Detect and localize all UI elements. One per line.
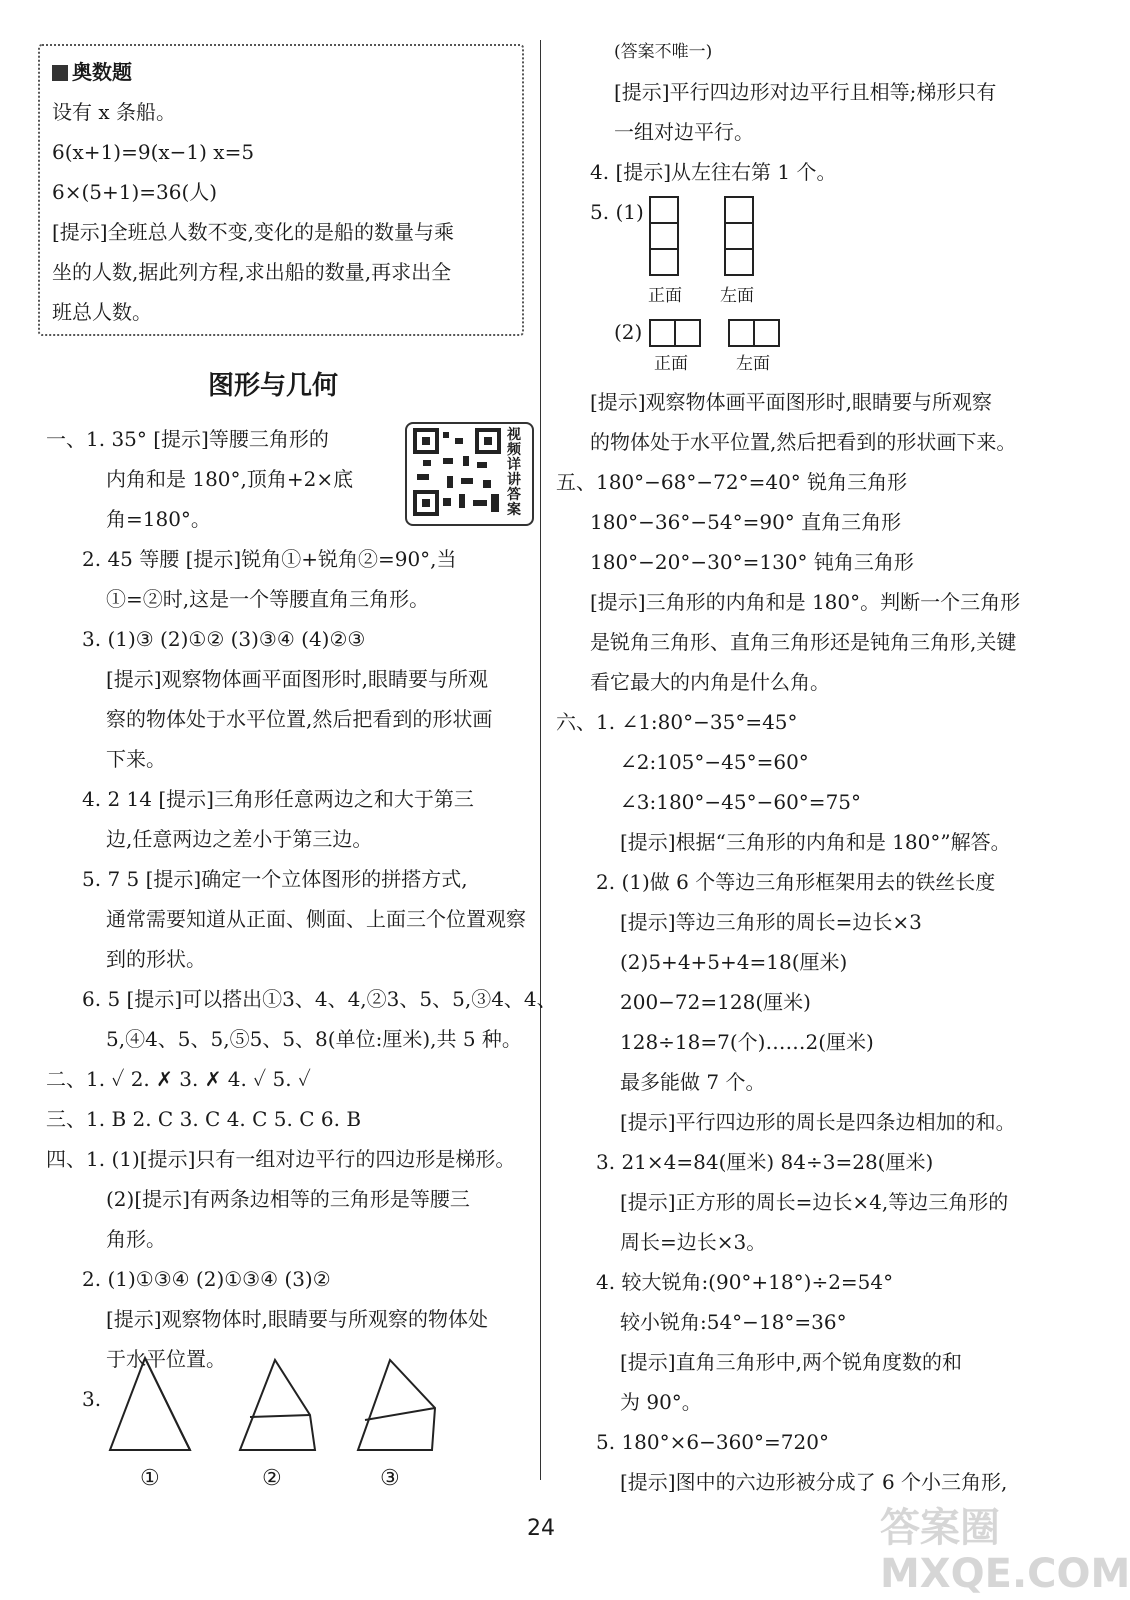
pyramid-figure-3 xyxy=(358,1360,435,1450)
view-left-1 xyxy=(725,197,753,275)
answer-line: 128÷18=7(个)……2(厘米) xyxy=(620,1030,874,1054)
answer-line: [提示]等边三角形的周长=边长×3 xyxy=(620,910,922,934)
answer-line: 最多能做 7 个。 xyxy=(620,1070,766,1094)
answer-line: 六、1. ∠1:80°−35°=45° xyxy=(556,710,798,734)
view-label: 正面 xyxy=(654,354,688,374)
answer-line: 4. 2 14 [提示]三角形任意两边之和大于第三 xyxy=(82,787,474,811)
answer-line: 5. (1) xyxy=(590,200,644,224)
answer-line: [提示]观察物体画平面图形时,眼睛要与所观察 xyxy=(590,390,992,414)
page-number: 24 xyxy=(527,1516,555,1541)
figure-label: ③ xyxy=(380,1466,400,1491)
qr-icon xyxy=(413,428,503,518)
box-line: 坐的人数,据此列方程,求出船的数量,再求出全 xyxy=(52,260,452,284)
answer-line: 2. 45 等腰 [提示]锐角①+锐角②=90°,当 xyxy=(82,547,457,571)
pyramid-figures xyxy=(100,1350,540,1460)
answer-line: ①=②时,这是一个等腰直角三角形。 xyxy=(106,587,430,611)
answer-line: 察的物体处于水平位置,然后把看到的形状画 xyxy=(106,707,493,731)
view-left-2 xyxy=(729,320,779,346)
answer-line: ∠2:105°−45°=60° xyxy=(620,750,809,774)
answer-line: 4. 较大锐角:(90°+18°)÷2=54° xyxy=(596,1270,894,1294)
answer-line: 四、1. (1)[提示]只有一组对边平行的四边形是梯形。 xyxy=(46,1147,516,1171)
answer-line: 下来。 xyxy=(106,747,166,771)
answer-line: 200−72=128(厘米) xyxy=(620,990,811,1014)
answer-line: ∠3:180°−45°−60°=75° xyxy=(620,790,862,814)
answer-line: [提示]平行四边形对边平行且相等;梯形只有 xyxy=(614,80,997,104)
answer-line: 为 90°。 xyxy=(620,1390,702,1414)
answer-line: 5. 180°×6−360°=720° xyxy=(596,1430,829,1454)
answer-line: 3. xyxy=(82,1387,102,1411)
answer-line: [提示]三角形的内角和是 180°。判断一个三角形 xyxy=(590,590,1021,614)
answer-line: 是锐角三角形、直角三角形还是钝角三角形,关键 xyxy=(590,630,1017,654)
box-icon xyxy=(52,65,68,81)
answer-line: [提示]观察物体画平面图形时,眼睛要与所观 xyxy=(106,667,488,691)
box-line: 设有 x 条船。 xyxy=(52,100,176,124)
qr-label: 视频详讲答案 xyxy=(507,427,521,518)
answer-line: 5,④4、5、5,⑤5、5、8(单位:厘米),共 5 种。 xyxy=(106,1027,522,1051)
answer-line: 周长=边长×3。 xyxy=(620,1230,767,1254)
pyramid-figure-1 xyxy=(110,1358,190,1450)
answer-line: 看它最大的内角是什么角。 xyxy=(590,670,830,694)
figure-label: ② xyxy=(262,1466,282,1491)
box-line: 6(x+1)=9(x−1) x=5 xyxy=(52,140,255,164)
column-divider xyxy=(540,40,541,1480)
view-label: 正面 xyxy=(648,286,682,306)
box-line: 班总人数。 xyxy=(52,300,152,324)
answer-line: 于水平位置。 xyxy=(106,1347,226,1371)
answer-line: [提示]图中的六边形被分成了 6 个小三角形, xyxy=(620,1470,1008,1494)
view-label: 左面 xyxy=(720,286,754,306)
answer-line: 180°−20°−30°=130° 钝角三角形 xyxy=(590,550,914,574)
answer-line: 一组对边平行。 xyxy=(614,120,754,144)
pyramid-figure-2 xyxy=(240,1360,315,1450)
answer-line: 三、1. B 2. C 3. C 4. C 5. C 6. B xyxy=(46,1107,362,1131)
answer-line: 5. 7 5 [提示]确定一个立体图形的拼搭方式, xyxy=(82,867,468,891)
answer-line: 内角和是 180°,顶角+2×底 xyxy=(106,467,354,491)
answer-line: [提示]平行四边形的周长是四条边相加的和。 xyxy=(620,1110,1016,1134)
answer-line: (2)5+4+5+4=18(厘米) xyxy=(620,950,848,974)
answer-line: 角=180°。 xyxy=(106,507,211,531)
section-title: 图形与几何 xyxy=(208,371,339,401)
answer-line: 二、1. ✓ 2. ✗ 3. ✗ 4. ✓ 5. ✓ xyxy=(46,1067,311,1091)
figure-label: ① xyxy=(140,1466,160,1491)
view-front-1 xyxy=(650,197,678,275)
answer-line: (2) xyxy=(614,320,643,344)
answer-line: 3. (1)③ (2)①② (3)③④ (4)②③ xyxy=(82,627,366,651)
answer-line: 到的形状。 xyxy=(106,947,206,971)
answer-line: 6. 5 [提示]可以搭出①3、4、4,②3、5、5,③4、4、 xyxy=(82,987,557,1011)
answer-line: [提示]直角三角形中,两个锐角度数的和 xyxy=(620,1350,962,1374)
answer-line: 2. (1)做 6 个等边三角形框架用去的铁丝长度 xyxy=(596,870,996,894)
answer-line: 2. (1)①③④ (2)①③④ (3)② xyxy=(82,1267,331,1291)
watermark: 答案圈 MXQE.COM xyxy=(880,1505,1130,1597)
view-label: 左面 xyxy=(736,354,770,374)
answer-line: (答案不唯一) xyxy=(614,42,713,62)
answer-line: [提示]正方形的周长=边长×4,等边三角形的 xyxy=(620,1190,1009,1214)
answer-line: [提示]根据“三角形的内角和是 180°”解答。 xyxy=(620,830,1011,854)
answer-line: 的物体处于水平位置,然后把看到的形状画下来。 xyxy=(590,430,1017,454)
view-front-2 xyxy=(650,320,700,346)
qr-code[interactable] xyxy=(405,422,534,526)
olympiad-header: 奥数题 xyxy=(52,58,132,86)
answer-line: 一、1. 35° [提示]等腰三角形的 xyxy=(46,427,329,451)
answer-line: 较小锐角:54°−18°=36° xyxy=(620,1310,847,1334)
answer-line: 五、180°−68°−72°=40° 锐角三角形 xyxy=(556,470,908,494)
answer-line: 4. [提示]从左往右第 1 个。 xyxy=(590,160,837,184)
answer-line: (2)[提示]有两条边相等的三角形是等腰三 xyxy=(106,1187,470,1211)
answer-line: 边,任意两边之差小于第三边。 xyxy=(106,827,373,851)
answer-line: 180°−36°−54°=90° 直角三角形 xyxy=(590,510,902,534)
box-line: [提示]全班总人数不变,变化的是船的数量与乘 xyxy=(52,220,454,244)
answer-line: 角形。 xyxy=(106,1227,166,1251)
box-line: 6×(5+1)=36(人) xyxy=(52,180,218,204)
answer-line: 3. 21×4=84(厘米) 84÷3=28(厘米) xyxy=(596,1150,934,1174)
answer-line: [提示]观察物体时,眼睛要与所观察的物体处 xyxy=(106,1307,488,1331)
answer-line: 通常需要知道从正面、侧面、上面三个位置观察 xyxy=(106,907,526,931)
